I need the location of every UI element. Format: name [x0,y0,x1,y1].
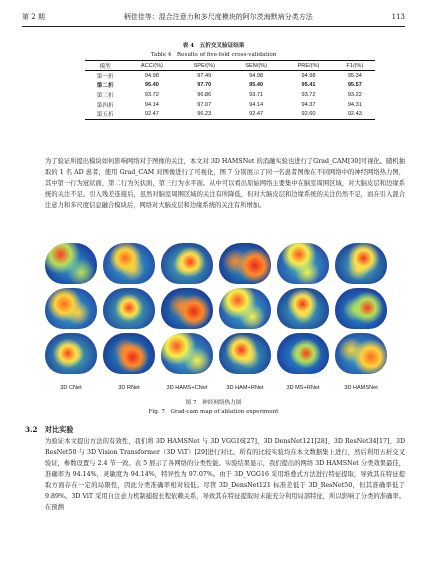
heatmap-slice [219,288,271,329]
table-cell: 92.47 [125,109,178,119]
table-cell: 93.71 [249,91,264,98]
table-row [85,109,375,119]
results-table [85,60,375,120]
table-cell: 94.98 [144,72,159,79]
table-cell: 94.98 [249,72,264,79]
heatmap-slice [103,243,155,284]
table-cell: 第一折 [96,73,114,80]
table-row [85,71,375,81]
table-header-row [85,61,375,71]
section-heading: 3.2 对比实验 [25,425,74,434]
table-cell: 93.72 [144,91,159,98]
table-cell: 97.49 [197,72,212,79]
table-cell: 95.40 [249,82,264,89]
table-cell: 95.57 [347,82,362,89]
table-cell: 第五折 [85,109,125,119]
heatmap-slice [161,288,213,329]
table-cell: 96.23 [178,109,230,119]
heatmap-slice [335,333,387,374]
heatmap-slice [219,243,271,284]
column-header: SEN/(%) [230,61,282,71]
table-body [85,71,375,120]
heatmap-slice [161,333,213,374]
table-cell: 第四折 [96,102,114,109]
heatmap-slice [335,243,387,284]
table-cell: 第三折 [96,92,114,99]
table-cell: 92.60 [282,109,334,119]
table-cell: 第二折 [96,83,114,90]
heatmap-figure [45,243,385,373]
running-title: 柄佳佳等：混合注意力和多尺度模块的阿尔茨海默病分类方法 [123,13,313,21]
table-cell: 93.22 [347,91,362,98]
column-header: PRE/(%) [282,61,334,71]
heatmap-slice [161,243,213,284]
table-cell: 94.14 [249,101,264,108]
column-header: SPE/(%) [178,61,230,71]
figure-caption-zh: 图 7 神经网络热力图 [185,400,242,406]
header-rule [22,26,405,27]
table-cell: 97.70 [197,82,212,89]
column-header: 模型 [85,61,125,71]
figure-column-label: 3D MS+RNet [286,385,320,391]
heatmap-slice [45,243,97,284]
column-header: F1/(%) [335,61,375,71]
figure-column-label: 3D CNet [60,385,82,391]
heatmap-slice [103,288,155,329]
heatmap-slice [277,243,329,284]
table-cell: 95.34 [347,72,362,79]
table-cell: 92.43 [335,109,375,119]
table-cell: 93.72 [301,91,316,98]
table-row [85,100,375,110]
table-cell: 96.86 [197,91,212,98]
table-row [85,81,375,91]
table-caption-en: Table 4 Results of five-fold cross-validation [150,52,277,58]
table-cell: 92.47 [230,109,282,119]
table-cell: 94.31 [347,101,362,108]
table-cell: 94.98 [301,72,316,79]
heatmap-slice [277,333,329,374]
heatmap-slice [45,288,97,329]
figure-column-label: 3D HAMSNet [344,385,378,391]
heatmap-slice [219,333,271,374]
table-cell: 97.07 [197,101,212,108]
table-caption-zh: 表 4 五折交叉验证结果 [182,43,245,49]
running-header [22,10,405,24]
heatmap-slice [277,288,329,329]
table-cell: 94.14 [144,101,159,108]
paragraph-comparison: 为验证本文提出方法的有效性，我们将 3D HAMSNet 与 3D VGG16[27]、3D DensNet121[28]、3D ResNet34[17]、3D ResNet50 与 3D Vision Transformer（3D ViT）[29]进行对比。所有的比较实验均在本文数据集上进行，然后利用五折交叉验证，参数设置与 2.4 节一致。表 5 展示了各网络的分类性能。实验结果显示，我们提出的网络 3D HAMSNet 分类效果最佳，准确率为 94.14%，灵敏度为 94.14%，特异性为 97.07%。由于 3D_VGG16 采用堆叠式方法进行特征提取，导致其在特征提取方面存在一定的局限性，因此分类准确率相对较低。尽管 3D_DensNet121 标准差低于 3D_ResNet50，但其准确率低了 9.89%。3D ViT 采用自注意力机制捕捉长程依赖关系，导致其在特征提取时未能充分利用局部特征，所以影响了分类的准确率。在预测 [45,438,405,511]
table-row [85,90,375,100]
table-cell: 94.37 [301,101,316,108]
figure-column-label: 3D HAMS+CNet [166,385,208,391]
heatmap-slice [103,333,155,374]
figure-column-label: 3D RNet [118,385,140,391]
table-cell: 95.40 [144,82,159,89]
heatmap-slice [45,333,97,374]
figure-column-label: 3D HAM+RNet [226,385,264,391]
issue-number: 第 2 期 [22,13,45,21]
column-header: ACC/(%) [125,61,178,71]
heatmap-slice [335,288,387,329]
paragraph-gradcam: 为了验证所提出模块如何影响网络对于图像的关注，本文对 3D HAMSNet 的消融实验也进行了Grad_CAM[30]可视化。随机抽取的 1 名 AD 患者，使用 Grad_CAM 对图像进行了可视化，图 7 分别展示了同一名患者图像在不同网络中的神经网络热力图，其中第一行为冠状面，第二行为矢状面，第三行为水平面。从中可以看出原始网络主要集中在脑室周围区域，对大脑皮层和边缘系统的关注不足。引入残差连接后，虽然对脑室周围区域的关注有所降低，但对大脑皮层和边缘系统的关注仍然不足，而在引入混合注意力和多尺度信息融合模块后，网络对大脑皮层和边缘系统的关注有所增加。 [45,158,405,209]
figure-caption-en: Fig. 7 Grad-cam map of ablation experiment [148,409,279,415]
table-cell: 95.41 [301,82,316,89]
page-number: 113 [391,13,405,21]
